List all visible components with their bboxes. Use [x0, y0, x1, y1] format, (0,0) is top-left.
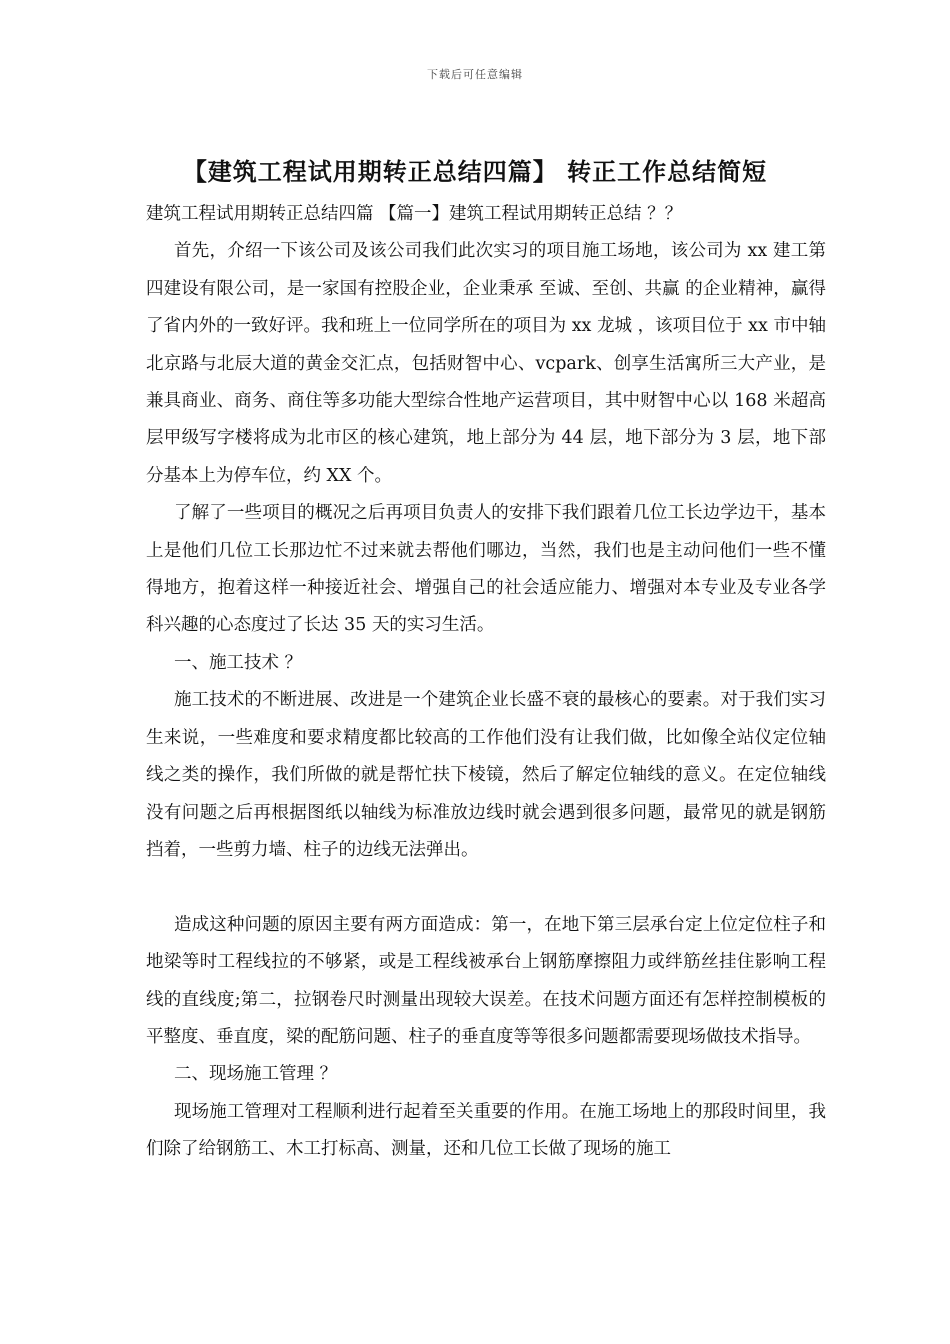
document-subtitle: 建筑工程试用期转正总结四篇 【篇一】建筑工程试用期转正总结 ？？: [146, 204, 683, 224]
paragraph-intro: 首先，介绍一下该公司及该公司我们此次实习的项目施工场地，该公司为 xx 建工第四建设有限公司，是一家国有控股企业，企业秉承 至诚、至创、共赢 的企业精神，赢得了省内外的一致好评。我和班上一位同学所在的项目为 xx 龙城 ，该项目位于 xx 市中轴北京路与北辰大道的黄金交汇点，包括财智中心、vcpark、创享生活寓所三大产业，是兼具商业、商务、商住等多功能大型综合性地产运营项目，其中财智中心以 168 米超高层甲级写字楼将成为北市区的核心建筑，地上部分为 44 层，地下部分为 3 层，地下部分基本上为停车位，约 XX 个。: [146, 241, 826, 486]
paragraph-gap: [146, 869, 826, 906]
paragraph-causes: 造成这种问题的原因主要有两方面造成：第一，在地下第三层承台定上位定位柱子和地梁等时工程线拉的不够紧，或是工程线被承台上钢筋摩擦阻力或绊筋丝挂住影响工程线的直线度;第二，拉钢卷尺时测量出现较大误差。在技术问题方面还有怎样控制模板的平整度、垂直度，梁的配筋问题、柱子的垂直度等等很多问题都需要现场做技术指导。: [146, 914, 826, 1047]
paragraph-management: 现场施工管理对工程顺利进行起着至关重要的作用。在施工场地上的那段时间里，我们除了给钢筋工、木工打标高、测量，还和几位工长做了现场的施工: [146, 1101, 826, 1160]
document-title: 【建筑工程试用期转正总结四篇】 转正工作总结简短: [182, 157, 768, 186]
paragraph-overview: 了解了一些项目的概况之后再项目负责人的安排下我们跟着几位工长边学边干，基本上是他们几位工长那边忙不过来就去帮他们哪边，当然，我们也是主动问他们一些不懂得地方，抱着这样一种接近社会、增强自己的社会适应能力、增强对本专业及专业各学科兴趣的心态度过了长达 35 天的实习生活。: [146, 503, 826, 636]
document-body: [146, 196, 826, 1169]
paragraph-technique: 施工技术的不断进展、改进是一个建筑企业长盛不衰的最核心的要素。对于我们实习生来说，一些难度和要求精度都比较高的工作他们没有让我们做，比如像全站仪定位轴线之类的操作，我们所做的就是帮忙扶下棱镜，然后了解定位轴线的意义。在定位轴线没有问题之后再根据图纸以轴线为标准放边线时就会遇到很多问题，最常见的就是钢筋挡着，一些剪力墙、柱子的边线无法弹出。: [146, 690, 826, 860]
header-note: 下载后可任意编辑: [427, 68, 523, 81]
section-heading-management: 二、现场施工管理 ？: [174, 1064, 338, 1085]
section-heading-technique: 一、施工技术 ？: [174, 652, 303, 673]
